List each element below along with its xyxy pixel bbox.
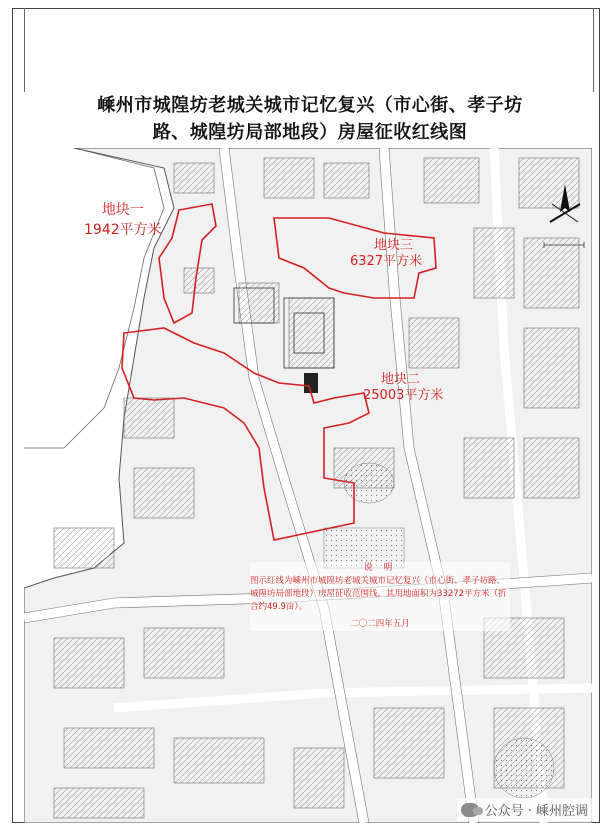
notes-heading: 说 明 (363, 563, 397, 573)
wechat-icon (461, 803, 479, 817)
watermark-text: 公众号 · 嵊州腔调 (484, 804, 588, 819)
notes-text: 图示红线为嵊州市城隍坊老城关城市记忆复兴（市心街、孝子坊路、城隍坊局部地段）房屋征收范围线，其用地面积为33272平方米（折合约49.9亩）。 (250, 576, 507, 612)
title-frame (24, 8, 594, 92)
watermark (457, 798, 592, 821)
block-3-name: 地块三 (374, 238, 414, 253)
block-2-area: 25003平方米 (363, 388, 444, 403)
map-canvas (24, 148, 592, 823)
map-title-line1: 嵊州市城隍坊老城关城市记忆复兴（市心街、孝子坊 (97, 95, 523, 116)
block-3-area: 6327平方米 (350, 254, 423, 269)
block-1-area: 1942平方米 (84, 222, 162, 238)
map-title (40, 92, 580, 146)
map-notes (250, 562, 510, 631)
block-3-label (350, 238, 423, 270)
block-2-label (363, 372, 444, 404)
block-1-name: 地块一 (101, 202, 144, 218)
north-arrow-icon (548, 182, 582, 242)
notes-date: 二〇二四年五月 (350, 619, 410, 629)
map-title-line2: 路、城隍坊局部地段）房屋征收红线图 (152, 122, 468, 143)
block-2-name: 地块二 (381, 372, 421, 387)
block-1-label (84, 200, 162, 240)
